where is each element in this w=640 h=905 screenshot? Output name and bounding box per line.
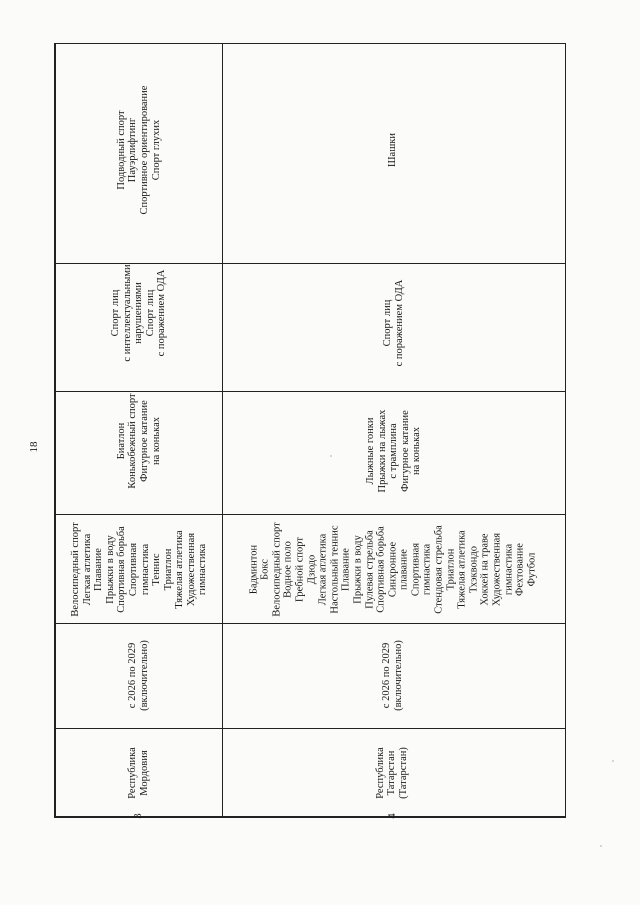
summer-line: Бокс [259,559,271,580]
summer-line: Прыжки в воду [104,535,116,604]
summer-sports-list [69,515,209,624]
adaptive-sports-list [334,259,454,387]
winter-line: с трамплина [388,423,400,479]
summer-line: Пулевая стрельба [364,530,376,609]
winter-line: Фигурное катание [139,400,150,482]
adaptive-line: Спорт лиц [144,289,156,337]
summer-line: гимнастика [197,543,209,596]
period-line: с 2026 по 2029 [126,642,138,709]
summer-line: Стендовая стрельба [433,525,445,614]
summer-line: гимнастика [421,543,433,596]
column-border [55,44,56,817]
summer-line: Настольный теннис [329,525,341,614]
summer-line: Тхэквондо [468,546,480,593]
adaptive-line: с интеллектуальными [121,264,133,362]
summer-line: Бадминтон [248,544,260,595]
adaptive-line: с поражением ОДА [394,279,405,367]
summer-line: Художественная [491,532,503,607]
period-cell [86,623,191,728]
row-number: 4 [387,813,399,819]
other-line: Спорт глухих [150,119,162,181]
other-sports-list [333,76,453,224]
winter-line: на коньках [411,427,423,475]
summer-line: Футбол [526,552,538,587]
winter-line: Прыжки на лыжах [376,409,388,493]
summer-line: Спортивная [410,542,422,597]
summer-line: Спортивная борьба [375,526,387,613]
summer-line: плавание [398,549,410,590]
scan-speck [600,845,602,847]
summer-line: Плавание [340,548,352,591]
row-number: 3 [133,813,145,819]
region-line: Республика [127,747,139,799]
summer-line: Синхронное [387,541,399,598]
other-line: Шашки [387,132,399,168]
region-line: Мордовия [139,750,150,796]
summer-line: Хоккей на траве [479,533,491,606]
summer-line: Легкая атлетика [317,533,329,606]
summer-line: гимнастика [139,543,151,596]
scan-speck [612,760,614,762]
summer-line: Спортивная [127,542,139,597]
summer-line: Художественная [185,532,197,607]
winter-sports-list [89,377,189,505]
winter-line: Биатлон [115,422,127,460]
sports-table [54,43,566,818]
winter-line: на коньках [150,417,162,465]
adaptive-sports-list [89,249,189,377]
summer-line: Тяжелая атлетика [174,530,186,609]
winter-line: Конькобежный спорт [127,393,139,489]
summer-line: Дзюдо [306,554,318,585]
region-name [89,723,189,823]
other-line: Подводный спорт [115,110,127,190]
summer-line: Теннис [151,553,163,586]
region-line: (Татарстан) [397,747,409,799]
region-line: Татарстан [386,750,398,796]
summer-line: Триатлон [162,548,174,591]
adaptive-line: с поражением ОДА [156,269,168,357]
summer-line: Легкая атлетика [81,533,93,606]
summer-line: Триатлон [445,548,457,591]
region-line: Республика [374,747,386,799]
page-number: 18 [28,441,40,453]
period-line: с 2026 по 2029 [380,642,392,709]
period-line: (включительно) [138,640,150,711]
winter-sports-list [334,387,454,515]
winter-line: Фигурное катание [399,410,411,492]
summer-line: Фехтование [514,543,526,596]
summer-line: Гребной спорт [294,537,306,603]
adaptive-line: нарушениями [133,282,145,344]
other-line: Спортивное ориентирование [139,85,150,215]
other-sports-list [79,76,199,224]
row-border [222,44,223,817]
summer-line: Прыжки в воду [352,535,364,604]
summer-line: Спортивная борьба [116,526,128,613]
summer-line: Водное поло [282,541,294,598]
summer-line: Плавание [93,548,105,591]
summer-line: Тяжелая атлетика [456,530,468,609]
winter-line: Лыжные гонки [365,417,377,485]
period-line: (включительно) [392,640,404,711]
adaptive-line: Спорт лиц [110,289,122,337]
summer-line: гимнастика [503,543,515,596]
summer-line: Велосипедный спорт [69,522,81,617]
summer-line: Велосипедный спорт [271,522,283,617]
scan-speck [330,455,332,457]
adaptive-line: Спорт лиц [382,299,394,347]
other-line: Пауэрлифтинг [127,117,139,183]
